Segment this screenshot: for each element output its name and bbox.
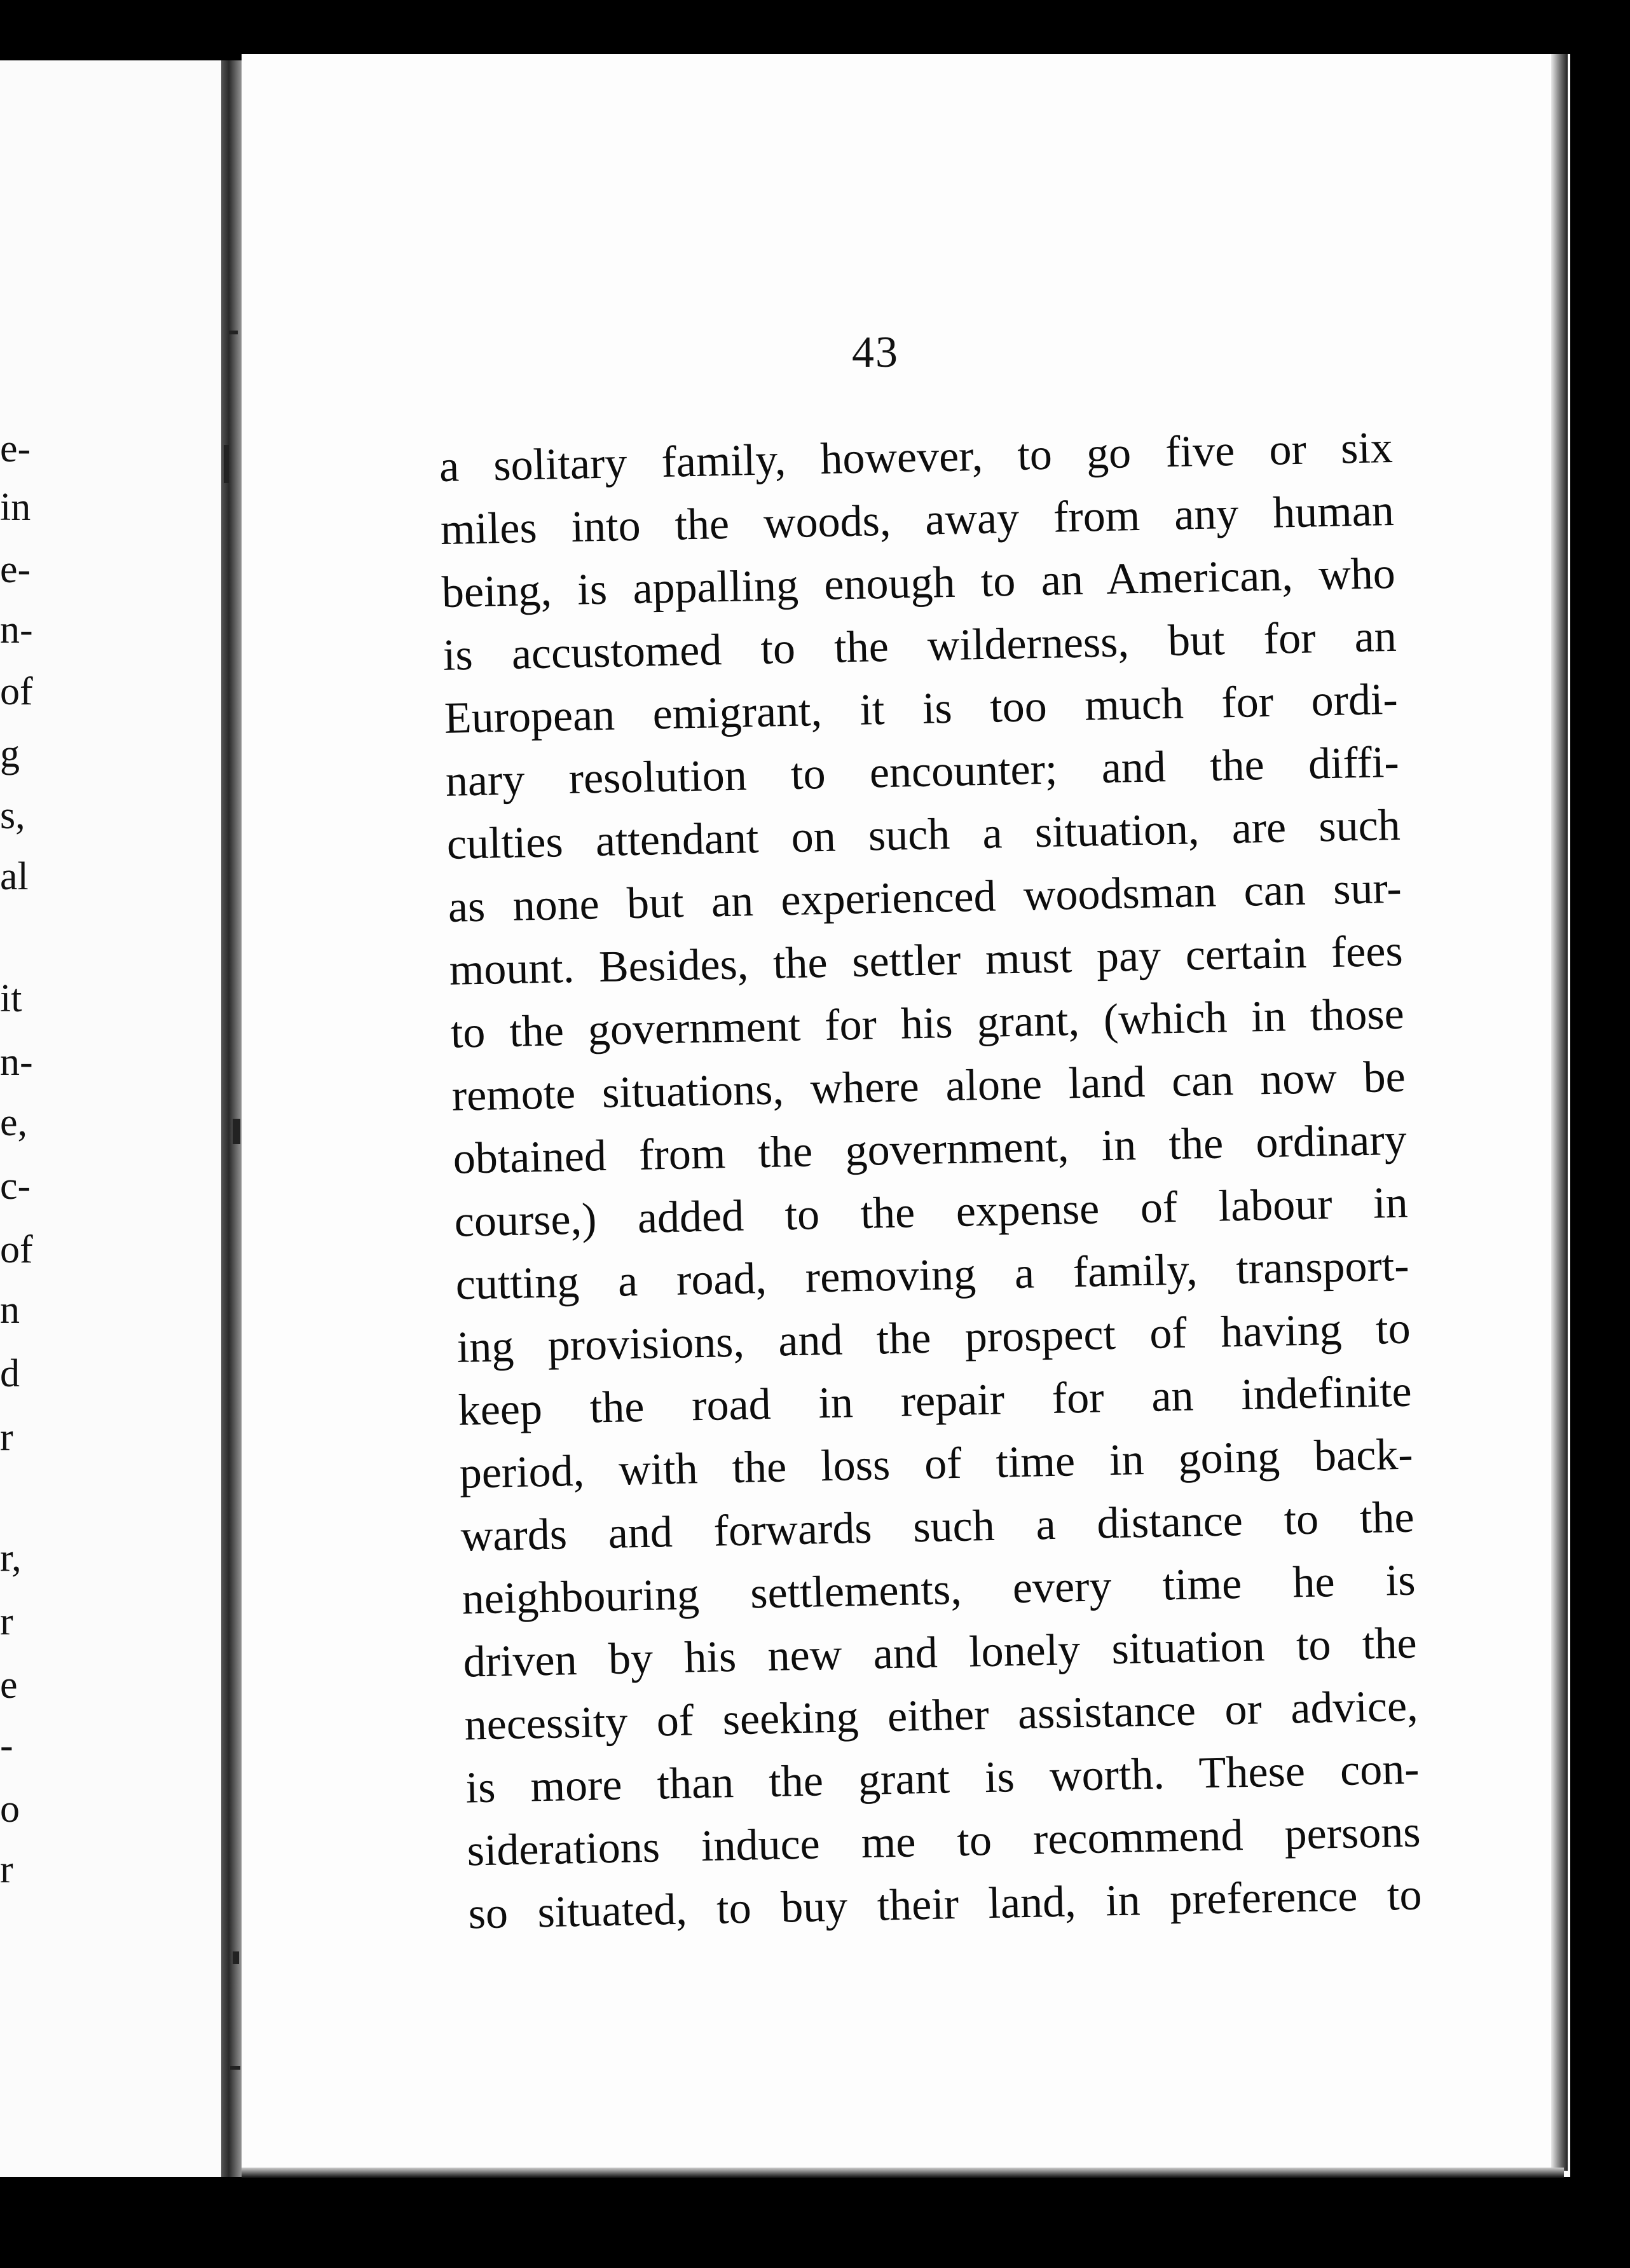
left-fragment: n- (0, 1041, 33, 1084)
text-line: miles into the woods, away from any human (440, 486, 1395, 554)
left-fragment: r (0, 1848, 13, 1891)
binding-mark (230, 2066, 240, 2070)
text-line: cutting a road, removing a family, transport- (455, 1241, 1410, 1309)
text-line: neighbouring settlements, every time he is (461, 1555, 1416, 1624)
body-text (439, 416, 1422, 1946)
left-fragment: al (0, 855, 29, 898)
binding-mark (233, 1951, 239, 1964)
left-fragment: r (0, 1416, 13, 1459)
text-line: siderations induce me to recommend persons (466, 1807, 1421, 1876)
left-fragment: e- (0, 427, 31, 470)
text-line: is more than the grant is worth. These con- (465, 1744, 1420, 1813)
text-line: mount. Besides, the settler must pay certain fees (449, 926, 1404, 995)
left-fragment: s, (0, 794, 25, 837)
left-fragment: - (0, 1724, 13, 1767)
left-fragment: c- (0, 1165, 31, 1208)
left-fragment: of (0, 670, 33, 713)
left-fragment: r, (0, 1536, 22, 1580)
page-number: 43 (852, 328, 899, 377)
page-bottom-shadow (242, 2168, 1564, 2178)
text-line: period, with the loss of time in going back- (459, 1430, 1414, 1498)
binding-mark (233, 1119, 240, 1144)
left-fragment: it (0, 977, 22, 1020)
text-line: driven by his new and lonely situation to the (462, 1618, 1418, 1687)
left-fragment: r (0, 1600, 13, 1643)
text-line: is accustomed to the wilderness, but for an (442, 611, 1397, 680)
text-line: so situated, to buy their land, in preference to (467, 1870, 1423, 1939)
text-line: as none but an experienced woodsman can sur- (448, 863, 1402, 932)
left-fragment: o (0, 1787, 20, 1831)
text-line: ing provisions, and the prospect of having to (456, 1304, 1411, 1372)
binding-mark (229, 331, 238, 334)
right-page (242, 54, 1570, 2177)
text-line: culties attendant on such a situation, are such (446, 800, 1401, 869)
text-line: to the government for his grant, (which in those (450, 989, 1405, 1058)
text-line: necessity of seeking either assistance or advice, (463, 1681, 1419, 1750)
text-line: wards and forwards such a distance to the (460, 1493, 1415, 1561)
text-line: course,) added to the expense of labour in (454, 1178, 1409, 1247)
left-fragment: e- (0, 548, 31, 591)
page-edge-shadow (1551, 54, 1568, 2171)
left-fragment: e (0, 1663, 18, 1707)
text-line: remote situations, where alone land can now be (451, 1052, 1406, 1121)
left-fragment: n (0, 1288, 20, 1332)
left-fragment: of (0, 1228, 33, 1271)
text-line: obtained from the government, in the ordinary (453, 1115, 1407, 1184)
text-line: keep the road in repair for an indefinite (458, 1367, 1413, 1435)
left-fragment: in (0, 486, 31, 529)
text-line: European emigrant, it is too much for ordi- (444, 674, 1399, 743)
text-line: being, is appalling enough to an American, who (441, 549, 1396, 617)
left-fragment: e, (0, 1101, 28, 1144)
text-line: a solitary family, however, to go five or six (439, 423, 1394, 491)
left-fragment: n- (0, 608, 33, 652)
left-fragment: g (0, 732, 20, 775)
left-page-fragment (0, 60, 223, 2177)
left-fragment: d (0, 1352, 20, 1395)
text-line: nary resolution to encounter; and the diffi- (445, 737, 1400, 806)
binding-mark (224, 445, 229, 483)
